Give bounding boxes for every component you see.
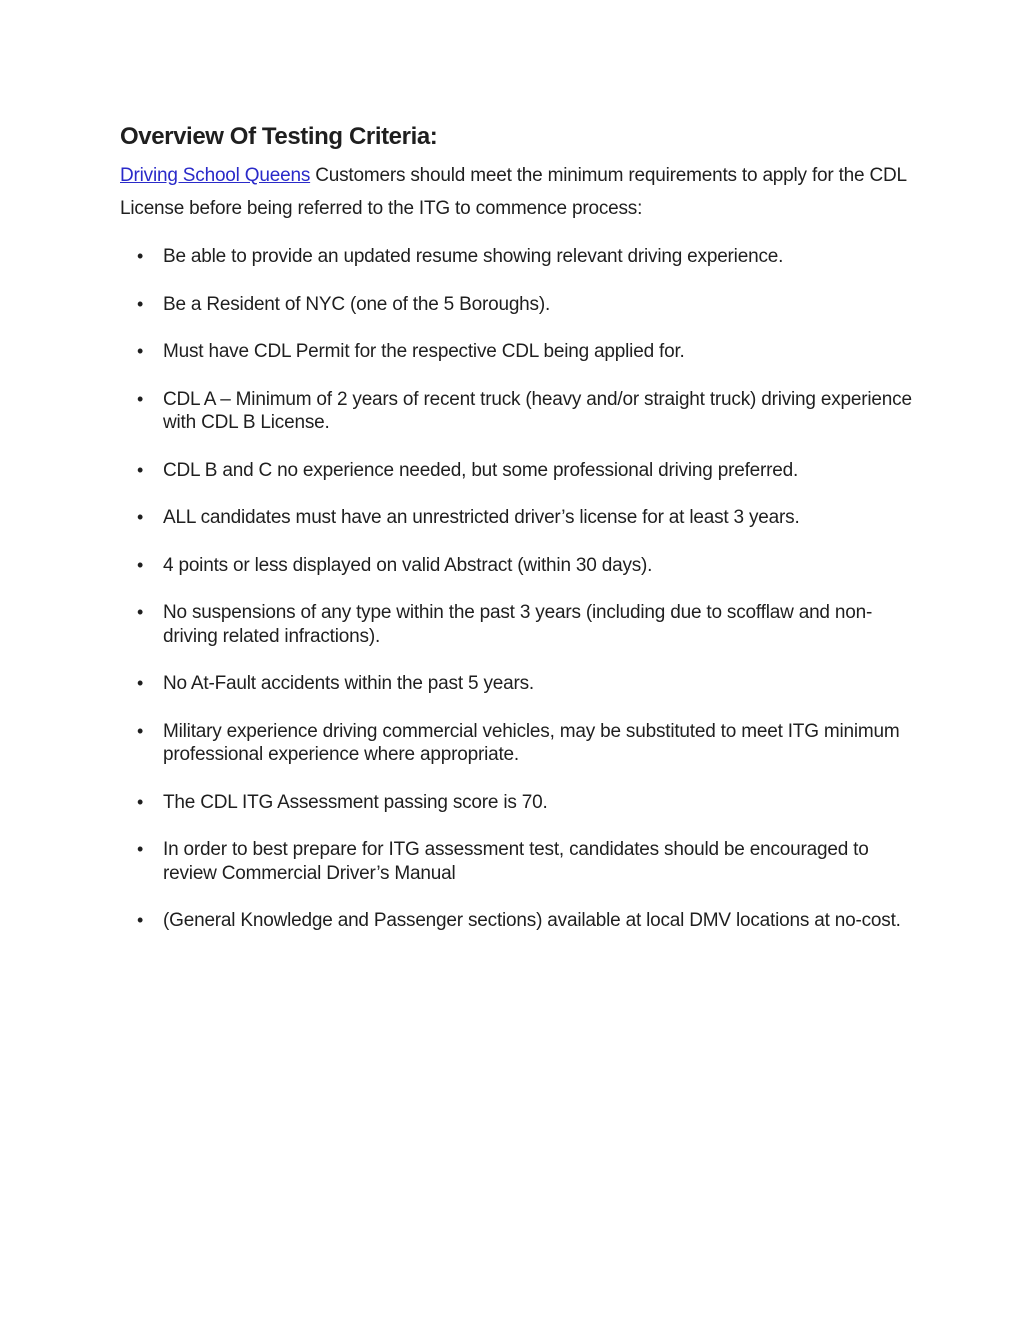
list-item: • CDL A – Minimum of 2 years of recent truck (heavy and/or straight truck) driving experience with CDL B License. — [120, 388, 912, 435]
list-item: • (General Knowledge and Passenger sections) available at local DMV locations at no-cost. — [120, 909, 912, 933]
list-item: • CDL B and C no experience needed, but some professional driving preferred. — [120, 459, 912, 483]
list-item: • 4 points or less displayed on valid Abstract (within 30 days). — [120, 554, 912, 578]
criteria-list — [120, 245, 912, 933]
list-item: • Be a Resident of NYC (one of the 5 Boroughs). — [120, 293, 912, 317]
list-item: • Military experience driving commercial vehicles, may be substituted to meet ITG minimum professional experience where appropriate. — [120, 720, 912, 767]
document-content — [120, 122, 912, 933]
page-title: Overview Of Testing Criteria: — [120, 123, 438, 150]
intro-paragraph — [120, 160, 912, 225]
list-item: • No suspensions of any type within the past 3 years (including due to scofflaw and non-driving related infractions). — [120, 601, 912, 648]
intro-text: Customers should meet the minimum requirements to apply for the CDL License before being referred to the ITG to commence process: — [120, 165, 907, 219]
list-item: • ALL candidates must have an unrestricted driver’s license for at least 3 years. — [120, 506, 912, 530]
list-item: • In order to best prepare for ITG assessment test, candidates should be encouraged to review Commercial Driver’s Manual — [120, 838, 912, 885]
list-item: • The CDL ITG Assessment passing score is 70. — [120, 791, 912, 815]
driving-school-queens-link[interactable]: Driving School Queens — [120, 165, 311, 186]
list-item: • No At-Fault accidents within the past 5 years. — [120, 672, 912, 696]
list-item: • Must have CDL Permit for the respective CDL being applied for. — [120, 340, 912, 364]
list-item: • Be able to provide an updated resume showing relevant driving experience. — [120, 245, 912, 269]
